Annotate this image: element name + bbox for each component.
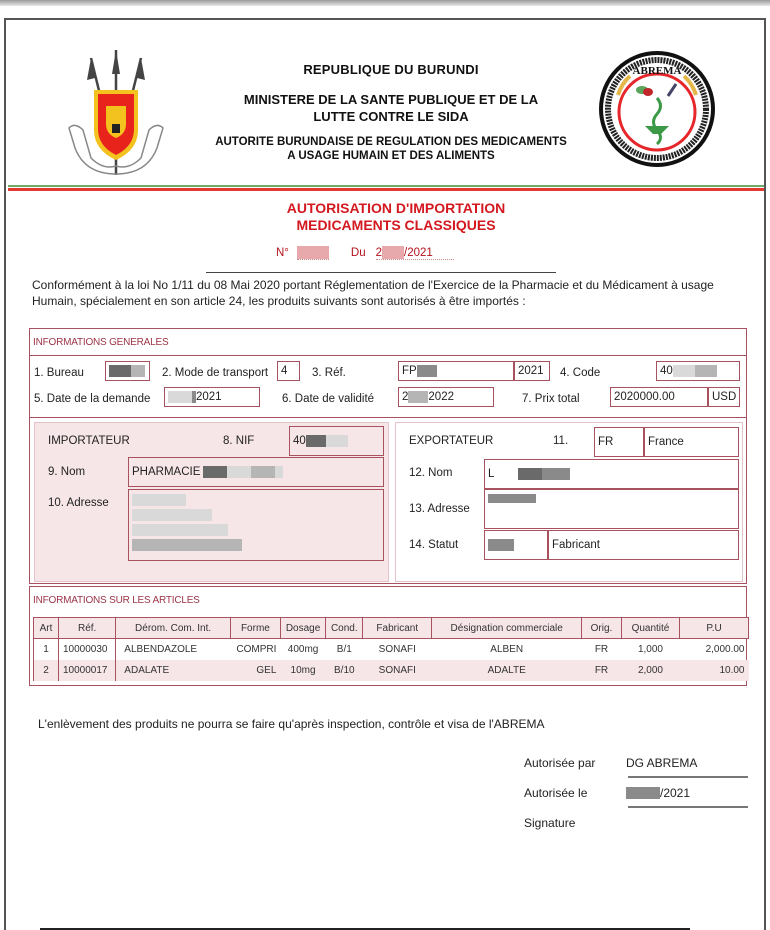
header-ministry: MINISTERE DE LA SANTE PUBLIQUE ET DE LA LUTTE CONTRE LE SIDA [243, 92, 539, 124]
authorized-by-value: DG ABREMA [626, 756, 698, 770]
exporter-status-code-field [484, 530, 548, 560]
authorized-on-label: Autorisée le [524, 786, 588, 800]
importer-heading: IMPORTATEUR [48, 435, 130, 447]
col-quantity: Quantité [621, 618, 679, 639]
ref-year-field: 2021 [514, 361, 550, 381]
viewer-top-shadow [0, 0, 770, 6]
col-dci: Dérom. Com. Int. [116, 618, 231, 639]
exporter-name-field: L [484, 459, 739, 489]
articles-header: INFORMATIONS SUR LES ARTICLES [29, 586, 747, 615]
exporter-address-field [484, 489, 739, 529]
authorization-number-line [276, 246, 454, 260]
table-row: 2 10000017 ADALATE GEL 10mg B/10 SONAFI ADALTE FR 2,000 10.00 [34, 660, 749, 681]
col-packaging: Cond. [326, 618, 363, 639]
col-dosage: Dosage [280, 618, 325, 639]
date-label: Du [350, 247, 366, 259]
importer-nif-field: 40 [289, 426, 384, 456]
currency-field: USD [708, 387, 740, 407]
validity-date-field: 2 2022 [398, 387, 494, 407]
exporter-country-name-field: France [644, 427, 739, 457]
col-manufacturer: Fabricant [363, 618, 432, 639]
date-value: 2 /2021 [376, 246, 454, 260]
code-label: 4. Code [560, 367, 601, 379]
exporter-panel: EXPORTATEUR 11. FR France 12. Nom L 13. Adresse 14. Statut Fabricant [395, 422, 743, 582]
code-field: 40 [656, 361, 740, 381]
exporter-status-field: Fabricant [548, 530, 739, 560]
col-trade-name: Désignation commerciale [432, 618, 582, 639]
importer-address-field [128, 489, 384, 561]
svg-text:ABREMA: ABREMA [632, 65, 682, 77]
authorized-on-underline [628, 806, 748, 808]
articles-table [33, 617, 749, 681]
col-ref: Réf. [59, 618, 116, 639]
authorized-on-value: /2021 [626, 786, 690, 800]
burundi-coat-of-arms-icon [61, 50, 171, 180]
document-page [4, 18, 766, 930]
table-row: 1 10000030 ALBENDAZOLE COMPRI 400mg B/1 SONAFI ALBEN FR 1,000 2,000.00 [34, 639, 749, 660]
exporter-heading: EXPORTATEUR [409, 435, 494, 447]
inspection-note: L'enlèvement des produits ne pourra se faire qu'après inspection, contrôle et visa de l'ABREMA [38, 717, 545, 731]
articles-header-row [34, 618, 749, 639]
col-unit-price: P.U [680, 618, 749, 639]
number-label: N° [276, 247, 289, 259]
abrema-logo-icon [598, 50, 716, 168]
exporter-country-code-field: FR [594, 427, 644, 457]
col-art: Art [34, 618, 59, 639]
col-origin: Orig. [582, 618, 622, 639]
transport-mode-field: 4 [277, 361, 300, 381]
importer-panel: IMPORTATEUR 8. NIF 40 9. Nom PHARMACIE 10. Adresse [34, 422, 389, 582]
header-authority: AUTORITE BURUNDAISE DE REGULATION DES MEDICAMENTS A USAGE HUMAIN ET DES ALIMENTS [215, 136, 567, 162]
col-form: Forme [230, 618, 280, 639]
legal-intro-text: Conformément à la loi No 1/11 du 08 Mai 2020 portant Réglementation de l'Exercice de la Pharmacie et du Médicament à usage Humain, spécialement en son article 24, les produits suivants sont autorisés à être importés : [32, 278, 714, 308]
number-value [297, 246, 329, 260]
signature-label: Signature [524, 816, 576, 830]
demand-date-field: 2021 [164, 387, 260, 407]
ref-field: FP [398, 361, 514, 381]
total-price-field: 2020000.00 [610, 387, 708, 407]
general-info-header: INFORMATIONS GENERALES [29, 328, 747, 356]
authorized-by-underline [628, 776, 748, 778]
document-title: AUTORISATION D'IMPORTATION MEDICAMENTS CLASSIQUES [286, 200, 506, 233]
header-flag-stripe [8, 185, 764, 191]
header-republic: REPUBLIQUE DU BURUNDI [303, 62, 479, 77]
header-titles [196, 62, 586, 163]
authorized-by-label: Autorisée par [524, 756, 596, 770]
importer-name-field: PHARMACIE [128, 457, 384, 487]
general-info-body: 1. Bureau 2. Mode de transport 4 3. Réf. FP 2021 4. Code 40 5. Date de la demande 2021 6. Date de validité 2 2022 7. Prix total 2020000.00 USD [29, 356, 747, 418]
bureau-field [105, 361, 150, 381]
title-separator [206, 272, 556, 273]
